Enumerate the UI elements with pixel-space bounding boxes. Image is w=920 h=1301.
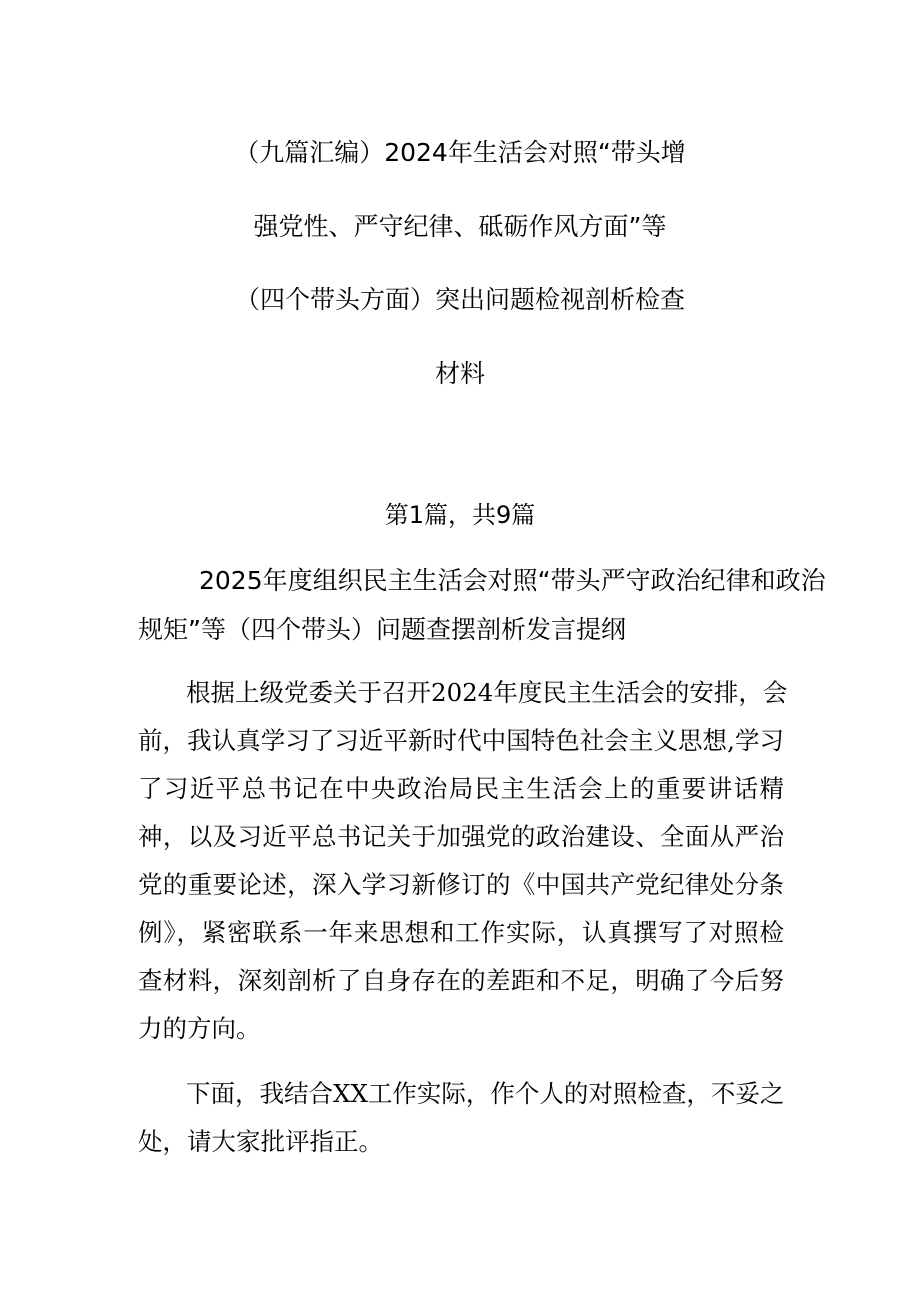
paragraph-line: 神，以及习近平总书记关于加强党的政治建设、全面从严治 — [138, 822, 784, 851]
paragraph-line: 了习近平总书记在中央政治局民主生活会上的重要讲话精 — [138, 774, 784, 803]
title-line: （九篇汇编）2024年生活会对照“带头增 — [234, 138, 686, 167]
title-line: 材料 — [434, 359, 485, 388]
paragraph-line: 处，请大家批评指正。 — [138, 1127, 383, 1156]
paragraph-line: 力的方向。 — [138, 1014, 261, 1043]
subtitle-line: 规矩”等（四个带头）问题查摆剖析发言提纲 — [138, 615, 626, 644]
paragraph-line: 根据上级党委关于召开2024年度民主生活会的安排，会 — [186, 678, 788, 707]
paragraph-line: 前，我认真学习了习近平新时代中国特色社会主义思想,学习 — [138, 726, 784, 755]
title-line: 强党性、严守纪律、砥砺作风方面”等 — [253, 212, 667, 241]
paragraph-line: 例》，紧密联系一年来思想和工作实际，认真撰写了对照检 — [138, 918, 784, 947]
title-line: （四个带头方面）突出问题检视剖析检查 — [234, 285, 685, 314]
paragraph-line: 查材料，深刻剖析了自身存在的差距和不足，明确了今后努 — [138, 966, 784, 995]
paragraph-line: 下面，我结合XX工作实际，作个人的对照检查，不妥之 — [186, 1079, 785, 1108]
section-label: 第1篇，共9篇 — [384, 501, 536, 529]
paragraph-line: 党的重要论述，深入学习新修订的《中国共产党纪律处分条 — [138, 870, 784, 899]
subtitle-line: 2025年度组织民主生活会对照“带头严守政治纪律和政治 — [199, 566, 826, 595]
